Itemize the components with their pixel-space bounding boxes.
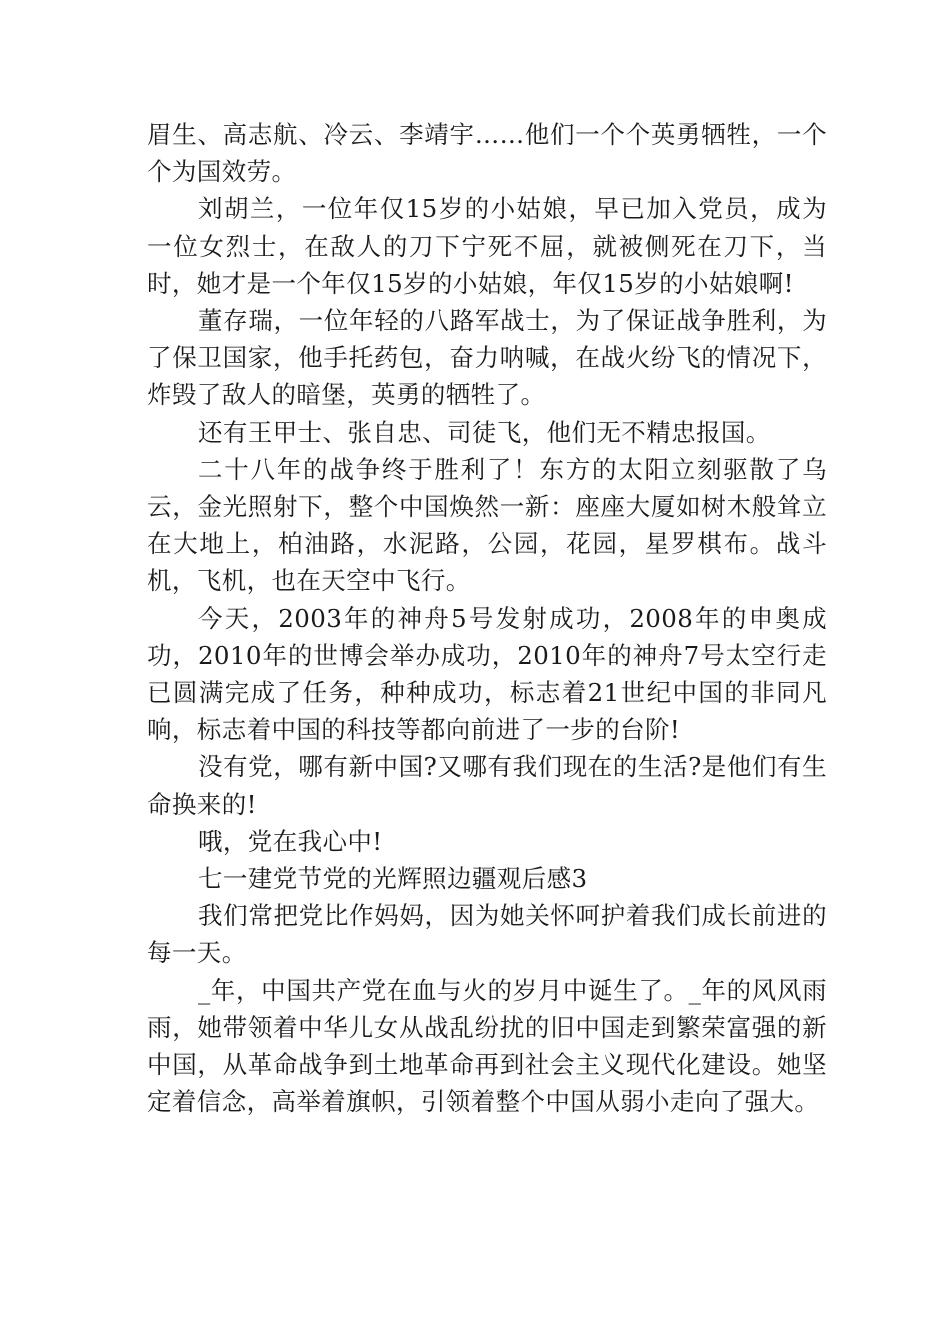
paragraph: _年，中国共产党在血与火的岁月中诞生了。_年的风风雨雨，她带领着中华儿女从战乱纷扰的旧中国走到繁荣富强的新中国，从革命战争到土地革命再到社会主义现代化建设。她坚定着信念，高举着旗帜，引领着整个中国从弱小走向了强大。 [147, 975, 827, 1117]
paragraph: 我们常把党比作妈妈，因为她关怀呵护着我们成长前进的每一天。 [147, 901, 827, 968]
paragraph: 哦，党在我心中! [198, 826, 383, 856]
paragraph: 眉生、高志航、冷云、李靖宇……他们一个个英勇牺牲，一个个为国效劳。 [147, 120, 827, 187]
paragraph: 二十八年的战争终于胜利了！东方的太阳立刻驱散了乌云，金光照射下，整个中国焕然一新：座座大厦如树木般耸立在大地上，柏油路，水泥路，公园，花园，星罗棋布。战斗机，飞机，也在天空中飞行。 [147, 454, 827, 596]
paragraph: 今天，2003年的神舟5号发射成功，2008年的申奥成功，2010年的世博会举办成功，2010年的神舟7号太空行走已圆满完成了任务，种种成功，标志着21世纪中国的非同凡响，标志着中国的科技等都向前进了一步的台阶! [147, 603, 827, 745]
paragraph: 董存瑞，一位年轻的八路军战士，为了保证战争胜利，为了保卫国家，他手托药包，奋力呐喊，在战火纷飞的情况下，炸毁了敌人的暗堡，英勇的牺牲了。 [147, 306, 827, 410]
paragraph: 没有党，哪有新中国?又哪有我们现在的生活?是他们有生命换来的! [147, 752, 827, 819]
paragraph: 刘胡兰，一位年仅15岁的小姑娘，早已加入党员，成为一位女烈士，在敌人的刀下宁死不屈，就被侧死在刀下，当时，她才是一个年仅15岁的小姑娘，年仅15岁的小姑娘啊! [147, 194, 827, 298]
section-heading: 七一建党节党的光辉照边疆观后感3 [198, 864, 588, 894]
document-body [147, 116, 827, 1120]
paragraph: 还有王甲士、张自忠、司徒飞，他们无不精忠报国。 [198, 417, 771, 447]
